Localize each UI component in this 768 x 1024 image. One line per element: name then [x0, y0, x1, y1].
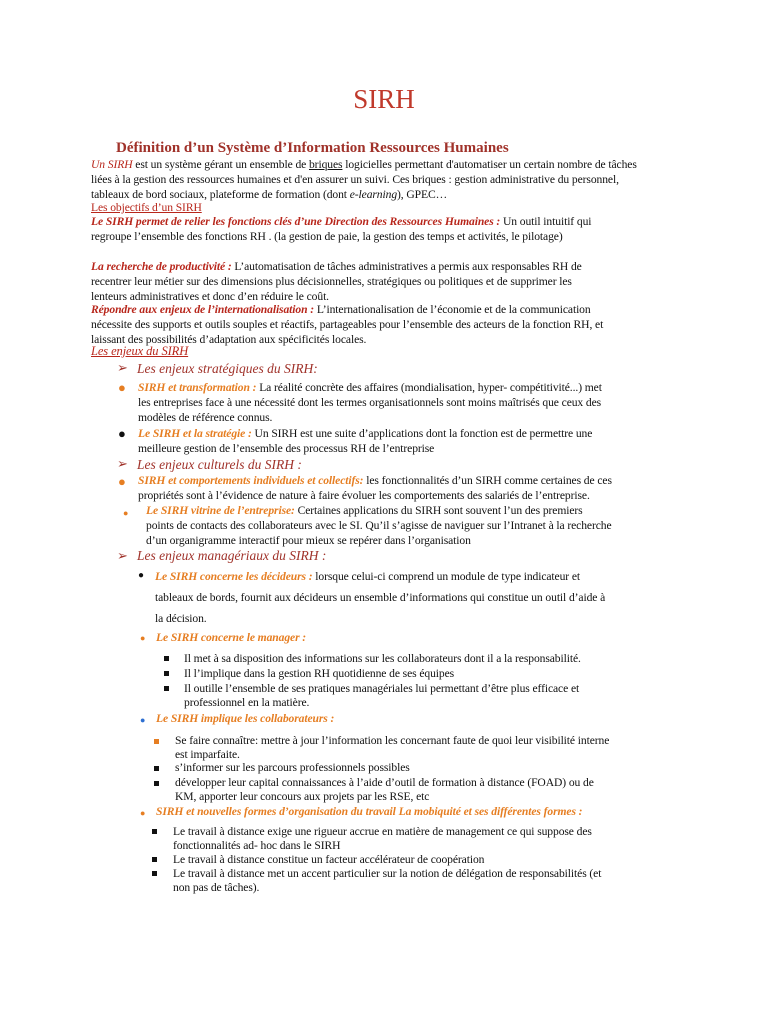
- manager-item: Il outille l’ensemble de ses pratiques managériales lui permettant d’être plus efficace et: [184, 682, 580, 695]
- mobiquite-item: non pas de tâches).: [173, 881, 260, 894]
- relier-paragraph: Le SIRH permet de relier les fonctions clés d’une Direction des Ressources Humaines : Un outil intuitif qui regroupe l’ensemble des fonctions RH . (la gestion de paie, la gestion des temps et activités, le pilotage): [91, 215, 592, 243]
- document-subtitle: Définition d’un Système d’Information Ressources Humaines: [116, 140, 509, 156]
- collaborateurs-item: est imparfaite.: [175, 748, 240, 761]
- mobiquite-item: Le travail à distance exige une rigueur accrue en matière de management ce qui suppose des: [173, 825, 592, 838]
- mobiquite-item: Le travail à distance met un accent particulier sur la notion de délégation de responsabilités (et: [173, 867, 602, 880]
- internationalisation-paragraph: Répondre aux enjeux de l’internationalisation : L’internationalisation de l’économie et de la communication nécessite des supports et outils souples et réactifs, partageables pour l’ensemble des acteurs de la fonction RH, et laissant des possibilités d’adaptation aux spécificités locales.: [91, 303, 604, 346]
- mobiquite-item: Le travail à distance constitue un facteur accélérateur de coopération: [173, 853, 485, 866]
- intro-paragraph: Un SIRH est un système gérant un ensemble de briques logicielles permettant d'automatiser un certain nombre de tâches liées à la gestion des ressources humaines et d'en assurer un suivi. Ces briques : gestion administrative du personnel, tableaux de bord sociaux, plateforme de formation (dont e-learning), GPEC…: [91, 158, 637, 201]
- collaborateurs-item: Se faire connaître: mettre à jour l’information les concernant faute de quoi leur visibilité interne: [175, 734, 610, 747]
- round-bullet-icon: ●: [123, 508, 129, 518]
- strategiques-item-2: Le SIRH et la stratégie : Un SIRH est une suite d’applications dont la fonction est de permettre une meilleure gestion de l’ensemble des processus RH de l’entreprise: [138, 427, 593, 455]
- objectifs-link[interactable]: Les objectifs d’un SIRH: [91, 201, 202, 214]
- manager-heading: Le SIRH concerne le manager :: [156, 631, 307, 644]
- decideurs-item: Le SIRH concerne les décideurs : lorsque celui-ci comprend un module de type indicateur et tableaux de bords, fournit aux décideurs un ensemble d’informations qui constitue un outil d’aide à la décision.: [155, 570, 606, 625]
- round-bullet-icon: ●: [118, 380, 126, 395]
- document-title: SIRH: [353, 84, 415, 114]
- arrowhead-bullet-icon: ➢: [117, 548, 128, 563]
- productivite-paragraph: La recherche de productivité : L’automatisation de tâches administratives a permis aux responsables RH de recentrer leur métier sur des dimensions plus décisionnelles, stratégiques ou politiques et de supprimer les lenteurs administratives et donc d’en réduire le coût.: [91, 260, 582, 303]
- square-bullet-icon: [154, 739, 159, 744]
- square-bullet-icon: [152, 857, 157, 862]
- square-bullet-icon: [152, 871, 157, 876]
- round-bullet-icon: ●: [118, 474, 126, 489]
- square-bullet-icon: [154, 781, 159, 786]
- square-bullet-icon: [152, 829, 157, 834]
- collaborateurs-item: développer leur capital connaissances à l’aide d’outil de formation à distance (FOAD) ou de: [175, 776, 594, 789]
- round-bullet-icon: ●: [140, 715, 146, 725]
- briques-link[interactable]: briques: [308, 158, 343, 171]
- heading-culturels: Les enjeux culturels du SIRH :: [137, 457, 302, 472]
- strategiques-item-1: SIRH et transformation : La réalité concrète des affaires (mondialisation, hyper- compétitivité...) met les entreprises face à une nécessité dont les termes organisationnels sont moins maîtrisés que ceux des modèles de référence connus.: [138, 381, 602, 424]
- round-bullet-icon: ●: [118, 426, 126, 441]
- mobiquite-heading: SIRH et nouvelles formes d’organisation du travail La mobiquité et ses différentes formes :: [156, 805, 583, 818]
- intro-lead: Un SIRH: [91, 158, 133, 171]
- round-bullet-icon: ●: [140, 808, 146, 818]
- collaborateurs-item: s’informer sur les parcours professionnels possibles: [175, 761, 410, 774]
- arrowhead-bullet-icon: ➢: [117, 456, 128, 471]
- mobiquite-item: fonctionnalités ad- hoc dans le SIRH: [173, 839, 341, 852]
- square-bullet-icon: [164, 686, 169, 691]
- manager-item: Il l’implique dans la gestion RH quotidienne de ses équipes: [184, 667, 455, 680]
- enjeux-link[interactable]: Les enjeux du SIRH: [91, 344, 189, 358]
- heading-manageriaux: Les enjeux managériaux du SIRH :: [137, 548, 327, 563]
- collaborateurs-heading: Le SIRH implique les collaborateurs :: [156, 712, 335, 725]
- manager-item: professionnel en la matière.: [184, 696, 310, 709]
- culturels-item-1: SIRH et comportements individuels et collectifs: les fonctionnalités d’un SIRH comme certaines de ces propriétés sont à l’évidence de nature à faire évoluer les comportements des salariés de l’entreprise.: [138, 474, 612, 502]
- manager-item: Il met à sa disposition des informations sur les collaborateurs dont il a la responsabilité.: [184, 652, 581, 665]
- square-bullet-icon: [164, 656, 169, 661]
- square-bullet-icon: [164, 671, 169, 676]
- round-bullet-icon: ●: [140, 633, 146, 643]
- square-bullet-icon: [154, 766, 159, 771]
- round-bullet-icon: ●: [138, 570, 145, 581]
- collaborateurs-item: KM, apporter leur concours aux projets par les RSE, etc: [175, 790, 430, 803]
- heading-strategiques: Les enjeux stratégiques du SIRH:: [137, 361, 318, 376]
- arrowhead-bullet-icon: ➢: [117, 360, 128, 375]
- culturels-item-2: Le SIRH vitrine de l’entreprise: Certaines applications du SIRH sont souvent l’un des premiers points de contacts des collaborateurs avec le SI. Qu’il s’agisse de naviguer sur l’Intranet à la recherche d’un organigramme interactif pour mieux se repérer dans l’organisation: [146, 504, 612, 547]
